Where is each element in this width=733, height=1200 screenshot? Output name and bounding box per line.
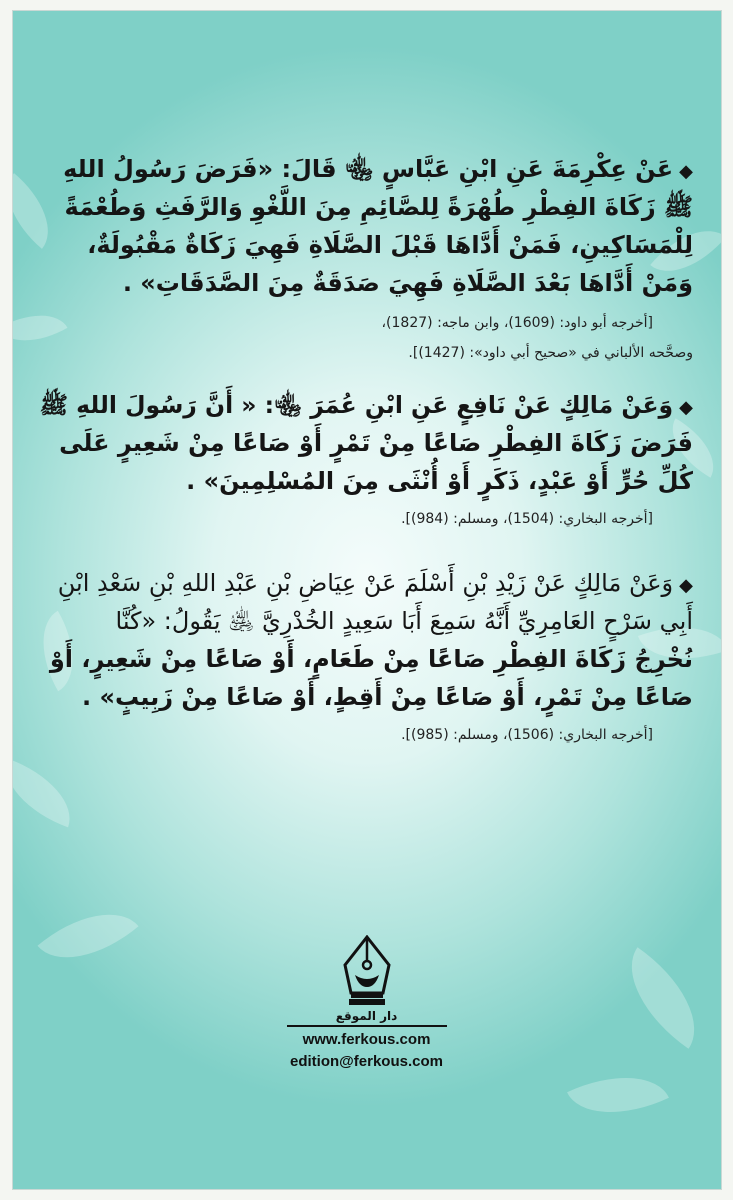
hadith-list [34,150,693,750]
hadith-line: صَاعًا مِنْ تَمْرٍ، أَوْ صَاعًا مِنْ أَقِطٍ، أَوْ صَاعًا مِنْ زَبِيبٍ» . [82,683,693,711]
hadith-text: وَعَنْ مَالِكٍ عَنْ زَيْدِ بْنِ أَسْلَمَ عَنْ عِيَاضِ بْنِ عَبْدِ اللهِ بْنِ سَعْدِ ابْنِ [57,569,674,597]
hadith-text: عَنْ عِكْرِمَةَ عَنِ ابْنِ عَبَّاسٍ ﵄ قَالَ: «فَرَضَ رَسُولُ اللهِ [63,155,674,183]
hadith-reference: وصحَّحه الألباني في «صحيح أبي داود»: (1427)]. [408,345,693,361]
hadith-line: لِلْمَسَاكِينِ، فَمَنْ أَدَّاهَا قَبْلَ الصَّلَاةِ فَهِيَ زَكَاةٌ مَقْبُولَةٌ، [87,231,693,259]
divider [287,1025,447,1027]
bullet-icon: ◆ [679,575,693,596]
hadith-line: أَبِي سَرْحٍ العَامِرِيِّ أَنَّهُ سَمِعَ أَبَا سَعِيدٍ الخُدْرِيَّ ﵁ يَقُولُ: «كُنَّا [115,607,693,635]
website-text: www.ferkous.com [302,1031,431,1048]
hadith-line: وَمَنْ أَدَّاهَا بَعْدَ الصَّلَاةِ فَهِيَ صَدَقَةٌ مِنَ الصَّدَقَاتِ» . [122,269,693,297]
hadith-line [34,386,693,424]
hadith-line: فَرَضَ زَكَاةَ الفِطْرِ صَاعًا مِنْ تَمْرٍ أَوْ صَاعًا مِنْ شَعِيرٍ عَلَى [59,429,693,457]
leaf-decoration [12,759,83,828]
hadith-line: كُلِّ حُرٍّ أَوْ عَبْدٍ، ذَكَرٍ أَوْ أُنْثَى مِنَ المُسْلِمِينَ» . [186,467,693,495]
hadith-reference: [أخرجه البخاري: (1504)، ومسلم: (984)]. [401,511,653,527]
publisher-block [0,935,733,1073]
hadith-reference: [أخرجه أبو داود: (1609)، وابن ماجه: (1827)، [381,315,653,331]
hadith-3 [34,564,693,750]
hadith-line: ﷺ زَكَاةَ الفِطْرِ طُهْرَةً لِلصَّائِمِ مِنَ اللَّغْوِ وَالرَّفَثِ وَطُعْمَةً [64,193,693,221]
email-text: edition@ferkous.com [290,1053,443,1070]
hadith-2 [34,386,693,534]
hadith-reference: [أخرجه البخاري: (1506)، ومسلم: (985)]. [401,727,653,743]
hadith-line: نُخْرِجُ زَكَاةَ الفِطْرِ صَاعًا مِنْ طَعَامٍ، أَوْ صَاعًا مِنْ شَعِيرٍ، أَوْ [49,645,693,673]
hadith-line [34,150,693,188]
bullet-icon: ◆ [679,397,693,418]
hadith-1 [34,150,693,368]
hadith-text: وَعَنْ مَالِكٍ عَنْ نَافِعٍ عَنِ ابْنِ عُمَرَ ﵄: « أَنَّ رَسُولَ اللهِ ﷺ [39,391,674,419]
publisher-name: دار الموقع [335,1009,398,1023]
hadith-line [34,564,693,602]
pen-nib-logo-icon [337,935,397,1007]
bullet-icon: ◆ [679,161,693,182]
